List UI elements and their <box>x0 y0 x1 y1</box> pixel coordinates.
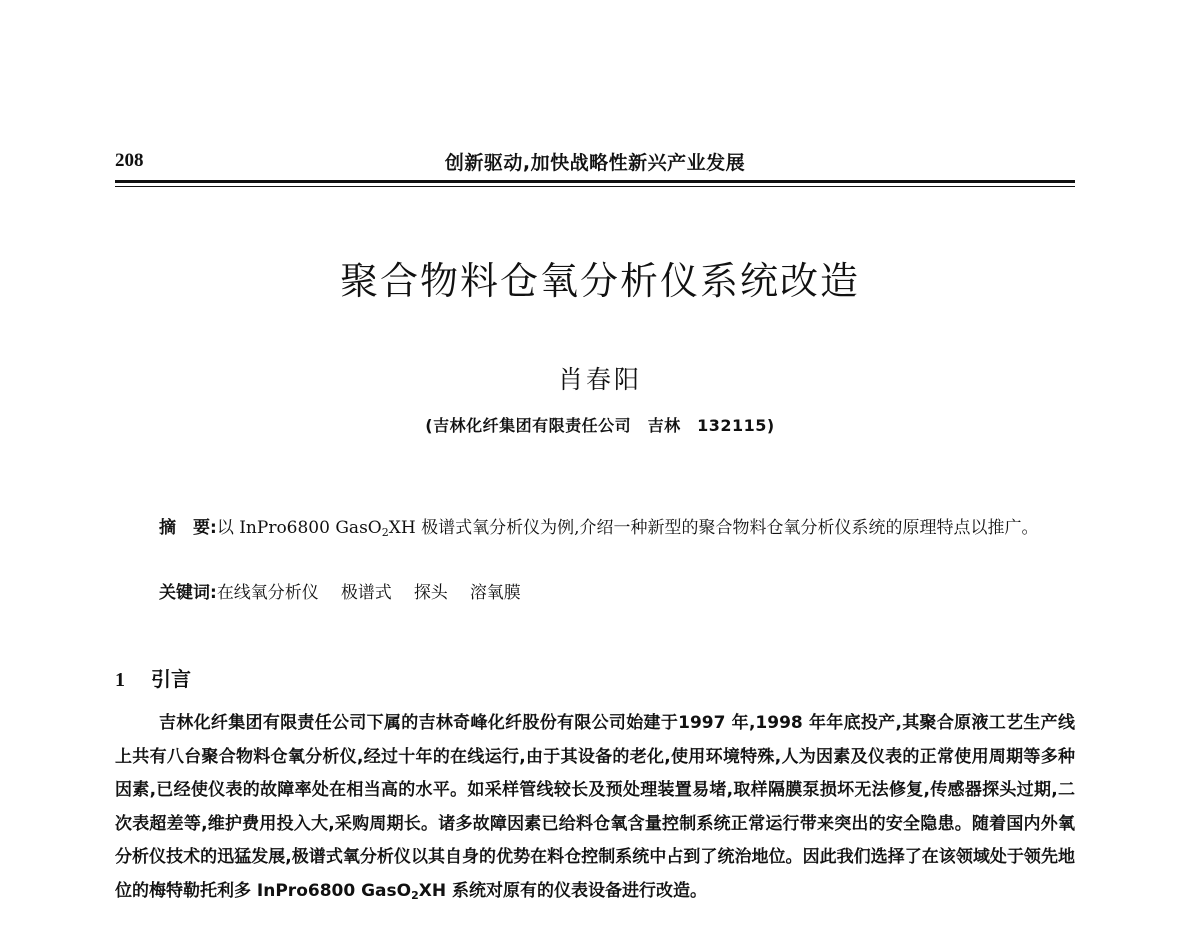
section-number: 1 <box>115 669 125 691</box>
header-rule-thick <box>115 180 1075 183</box>
keyword-item: 溶氧膜 <box>469 583 521 603</box>
keyword-item: 极谱式 <box>340 583 392 603</box>
author-name: 肖春阳 <box>557 365 642 394</box>
paper-title: 聚合物料仓氧分析仪系统改造 <box>339 259 860 303</box>
body-text-part1: 吉林化纤集团有限责任公司下属的吉林奇峰化纤股份有限公司始建于1997 年,1998 年年底投产,其聚合原液工艺生产线上共有八台聚合物料仓氧分析仪,经过十年的在线运行,由于其设备的老化,使用环境特殊,人为因素及仪表的正常使用周期等多种因素,已经使仪表的故障率处在相当高的水平。如采样管线较长及预处理装置易堵,取样隔膜泵损坏无法修复,传感器探头过期,二次表超差等,维护费用投入大,采购周期长。诸多故障因素已给料仓氧含量控制系统正常运行带来突出的安全隐患。随着国内外氧分析仪技术的迅猛发展,极谱式氧分析仪以其自身的优势在料仓控制系统中占到了统治地位。因此我们选择了在该领域处于领先地位的梅特勒托利多 InPro6800 GasO <box>115 713 1075 901</box>
abstract-text-part2: XH 极谱式氧分析仪为例,介绍一种新型的聚合物料仓氧分析仪系统的原理特点以推广。 <box>388 518 1039 538</box>
abstract-subscript: 2 <box>381 526 389 539</box>
running-header <box>115 148 1075 178</box>
body-subscript: 2 <box>411 888 419 902</box>
body-text-part2: XH 系统对原有的仪表设备进行改造。 <box>418 880 708 901</box>
section-title: 引言 <box>151 667 191 691</box>
abstract-text-part1: 以 InPro6800 GasO <box>216 518 382 538</box>
abstract <box>115 512 1075 544</box>
keyword-item: 探头 <box>413 583 448 603</box>
header-rule-thin <box>115 186 1075 187</box>
keyword-item: 在线氧分析仪 <box>216 583 319 603</box>
keywords <box>159 579 1075 607</box>
page-number: 208 <box>115 150 144 171</box>
abstract-label: 摘 要: <box>159 518 217 538</box>
keywords-label: 关键词: <box>159 583 217 603</box>
section-heading <box>115 663 191 692</box>
author-affiliation: (吉林化纤集团有限责任公司 吉林 132115) <box>425 416 775 435</box>
body-paragraph <box>115 707 1075 908</box>
journal-title: 创新驱动,加快战略性新兴产业发展 <box>444 152 746 174</box>
